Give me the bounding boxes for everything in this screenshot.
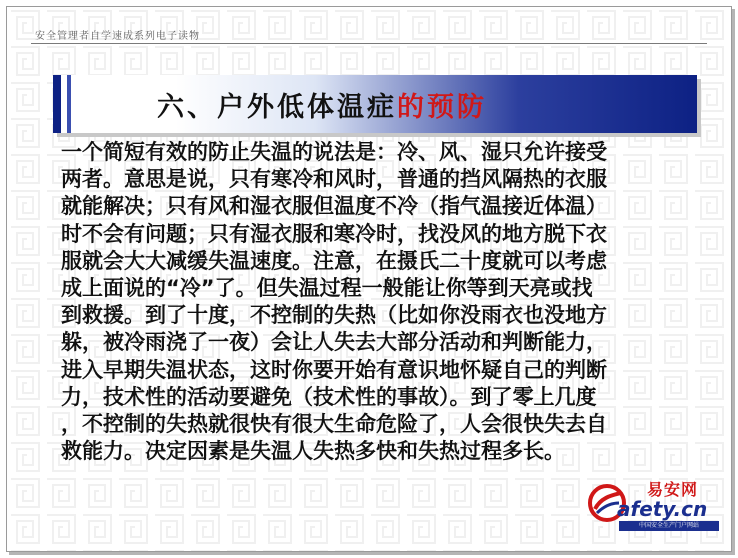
body-line: 进入早期失温状态，这时你要开始有意识地怀疑自己的判断 [61, 357, 607, 382]
body-line: 成上面说的“冷”了。但失温过程一般能让你等到天亮或找 [61, 276, 593, 301]
logo-cn-text: 易安网 [647, 480, 699, 499]
logo-en-text: afety.cn [617, 497, 708, 521]
title-main: 六、户外低体温症 [157, 92, 397, 123]
body-line: 救能力。决定因素是失温人失热多快和失热过程多长。 [61, 439, 565, 464]
slide [6, 6, 732, 552]
body-line: 躲，被冷雨浇了一夜）会让人失去大部分活动和判断能力， [61, 330, 607, 355]
title-highlight: 的预防 [397, 92, 487, 123]
body-line: ，不控制的失热就很快有很大生命危险了，人会很快失去自 [61, 412, 607, 437]
safety-cn-logo [587, 477, 727, 549]
body-line: 服就会大大减缓失温速度。注意，在摄氏二十度就可以考虑 [61, 248, 607, 273]
body-line: 到救援。到了十度，不控制的失热（比如你没雨衣也没地方 [61, 303, 607, 328]
logo-tagline: 中国安全生产门户网站 [619, 521, 719, 531]
series-label: 安全管理者自学速成系列电子读物 [35, 31, 200, 42]
body-line: 时不会有问题；只有湿衣服和寒冷时，找没风的地方脱下衣 [61, 221, 607, 246]
body-paragraph [61, 139, 701, 465]
header-rule [31, 43, 707, 44]
title-accent-bar [67, 75, 71, 133]
body-line: 两者。意思是说，只有寒冷和风时，普通的挡风隔热的衣服 [61, 167, 607, 192]
body-line: 就能解决；只有风和湿衣服但温度不冷（指气温接近体温） [61, 194, 607, 219]
body-line: 力，技术性的活动要避免（技术性的事故）。到了零上几度 [61, 384, 597, 409]
slide-title [157, 85, 597, 124]
body-line: 一个简短有效的防止失温的说法是：冷、风、湿只允许接受 [61, 140, 607, 164]
